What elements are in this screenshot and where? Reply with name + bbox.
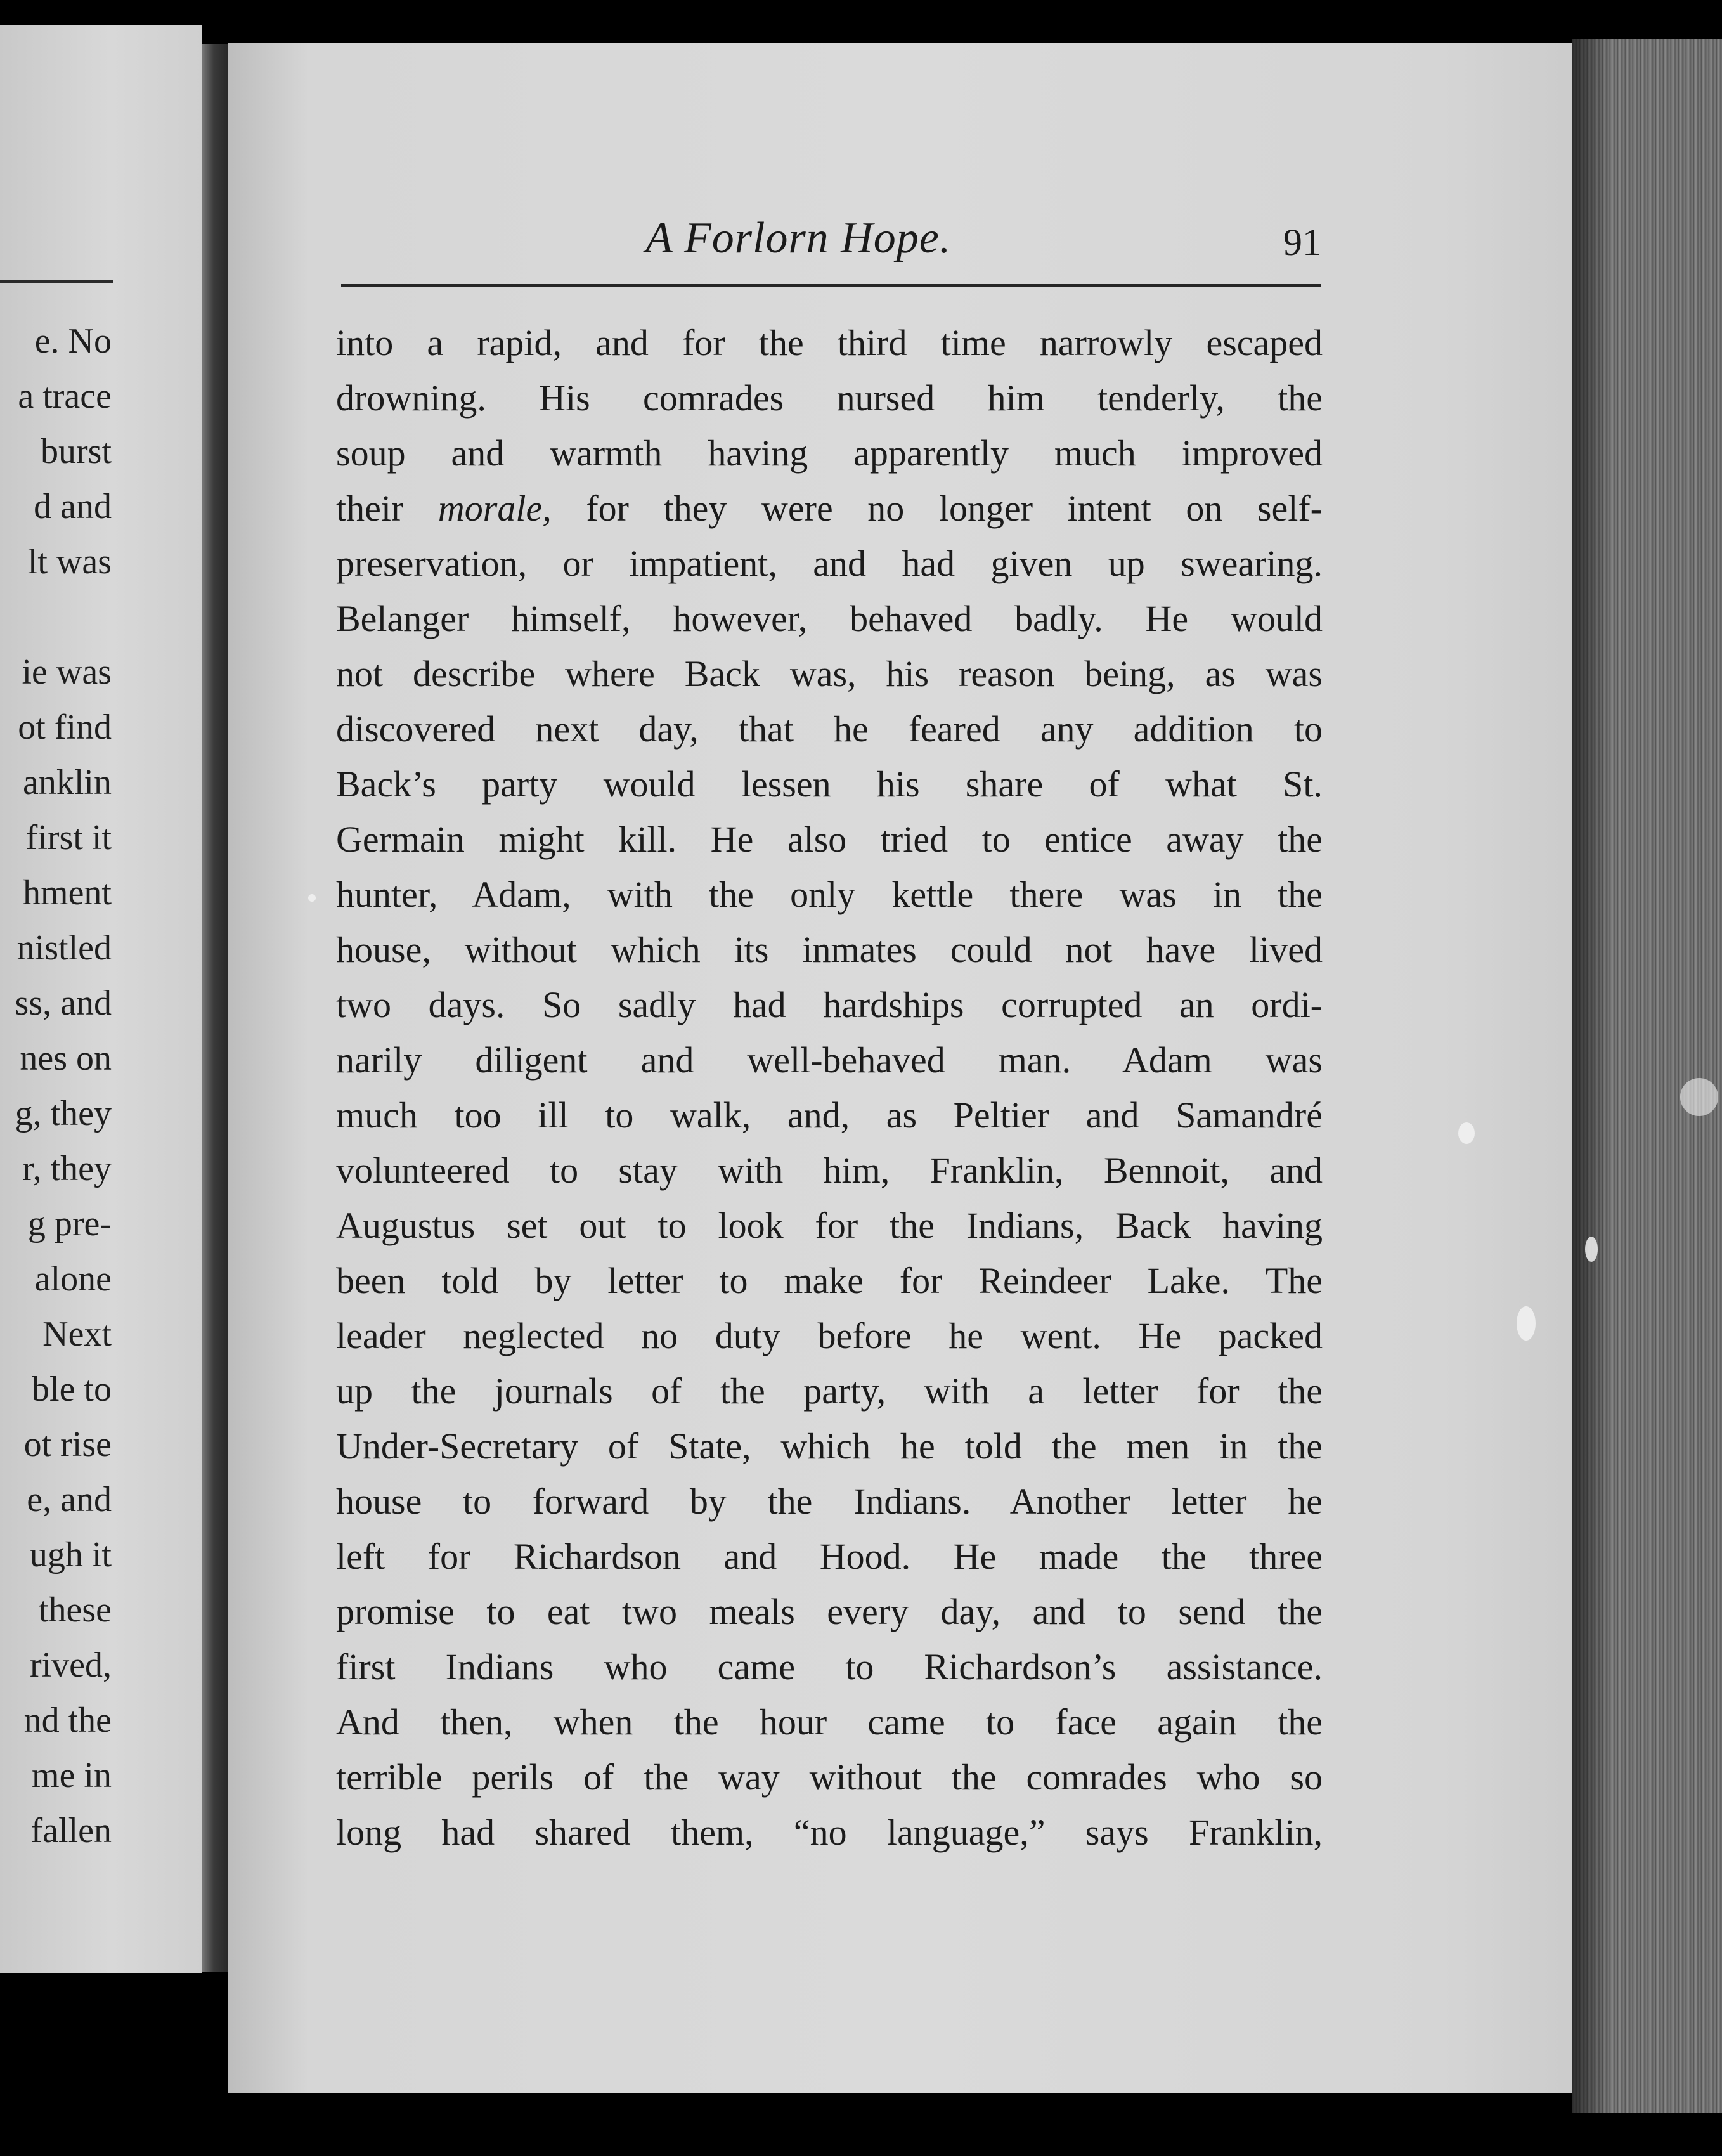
previous-page-line: first it xyxy=(25,818,112,857)
page-number: 91 xyxy=(1283,221,1321,263)
previous-page-line: e, and xyxy=(27,1480,112,1519)
running-head-rule xyxy=(341,284,1321,287)
previous-page-line: nistled xyxy=(16,928,112,968)
running-head xyxy=(335,207,1321,270)
previous-page-line: fallen xyxy=(30,1811,112,1850)
previous-page-line: anklin xyxy=(23,763,112,802)
italic-word: morale, xyxy=(437,488,552,529)
text-line: first Indians who came to Richardson’s assistance. xyxy=(336,1646,1323,1687)
previous-page-rule xyxy=(0,280,113,283)
text-line: volunteered to stay with him, Franklin, Bennoit, and xyxy=(336,1150,1323,1191)
text-line: house, without which its inmates could not have lived xyxy=(336,929,1323,970)
text-line: soup and warmth having apparently much improved xyxy=(336,432,1323,474)
previous-page-line: ie was xyxy=(22,653,112,692)
previous-page-line: ble to xyxy=(32,1370,112,1409)
text-line: long had shared them, “no language,” says Franklin, xyxy=(336,1812,1323,1853)
previous-page-line xyxy=(15,590,112,645)
text-line: discovered next day, that he feared any addition to xyxy=(336,708,1323,750)
text-line: Under-Secretary of State, which he told the men in the xyxy=(336,1425,1323,1467)
text-line: much too ill to walk, and, as Peltier and Samandré xyxy=(336,1094,1323,1136)
previous-page-line: ss, and xyxy=(15,984,112,1023)
previous-page-line: me in xyxy=(32,1756,112,1795)
body-text xyxy=(336,315,1323,1860)
previous-page-line: g pre- xyxy=(27,1204,112,1244)
text-line: been told by letter to make for Reindeer Lake. The xyxy=(336,1260,1323,1301)
previous-page-line: burst xyxy=(41,432,112,471)
text-line: Belanger himself, however, behaved badly. He would xyxy=(336,598,1323,639)
previous-page-line: ugh it xyxy=(29,1535,112,1575)
previous-page-line: e. No xyxy=(34,321,112,361)
text-line: left for Richardson and Hood. He made the three xyxy=(336,1536,1323,1577)
previous-page-line: d and xyxy=(34,487,112,526)
text-line: promise to eat two meals every day, and to send the xyxy=(336,1591,1323,1632)
scan-speck xyxy=(1458,1122,1475,1144)
previous-page-line: lt was xyxy=(27,542,112,581)
scan-speck xyxy=(1517,1306,1536,1341)
previous-page-line: Next xyxy=(42,1315,112,1354)
previous-page-line: r, they xyxy=(22,1149,112,1188)
text-line: into a rapid, and for the third time narrowly escaped xyxy=(336,322,1323,363)
text-line: Augustus set out to look for the Indians, Back having xyxy=(336,1205,1323,1246)
text-line: Back’s party would lessen his share of what St. xyxy=(336,763,1323,805)
text-line: leader neglected no duty before he went. He packed xyxy=(336,1315,1323,1356)
scan-speck xyxy=(1680,1078,1718,1116)
text-line: up the journals of the party, with a letter for the xyxy=(336,1370,1323,1412)
text-line xyxy=(336,481,1323,536)
text-line: house to forward by the Indians. Another letter he xyxy=(336,1481,1323,1522)
previous-page-line: these xyxy=(38,1590,112,1630)
book-gutter xyxy=(202,44,232,1972)
previous-page xyxy=(0,25,202,1973)
text-line: narily diligent and well-behaved man. Adam was xyxy=(336,1039,1323,1081)
text-line: hunter, Adam, with the only kettle there was in the xyxy=(336,874,1323,915)
previous-page-line: alone xyxy=(34,1259,112,1299)
page-edge-shadow xyxy=(1572,39,1610,2113)
scan-speck xyxy=(1585,1237,1598,1262)
running-title: A Forlorn Hope. xyxy=(645,214,952,263)
text-line: Germain might kill. He also tried to entice away the xyxy=(336,819,1323,860)
previous-page-line: ot find xyxy=(18,708,112,747)
previous-page-line: ot rise xyxy=(23,1425,112,1464)
previous-page-text xyxy=(15,314,112,1859)
previous-page-line: hment xyxy=(23,873,112,912)
previous-page-line: a trace xyxy=(18,377,112,416)
text-line: two days. So sadly had hardships corrupted an ordi- xyxy=(336,984,1323,1025)
text-line: terrible perils of the way without the comrades who so xyxy=(336,1757,1323,1798)
previous-page-line: g, they xyxy=(15,1094,112,1133)
text-line: preservation, or impatient, and had given up swearing. xyxy=(336,543,1323,584)
text-line: drowning. His comrades nursed him tenderly, the xyxy=(336,377,1323,419)
scan-speck xyxy=(308,894,316,902)
previous-page-line: nd the xyxy=(23,1701,112,1740)
previous-page-line: rived, xyxy=(29,1646,112,1685)
text-line: And then, when the hour came to face again the xyxy=(336,1701,1323,1743)
text-line-end: for they were no longer intent on self- xyxy=(551,488,1323,529)
text-line: not describe where Back was, his reason being, as was xyxy=(336,653,1323,694)
previous-page-line: nes on xyxy=(20,1039,112,1078)
text-line-start: their xyxy=(336,488,438,529)
